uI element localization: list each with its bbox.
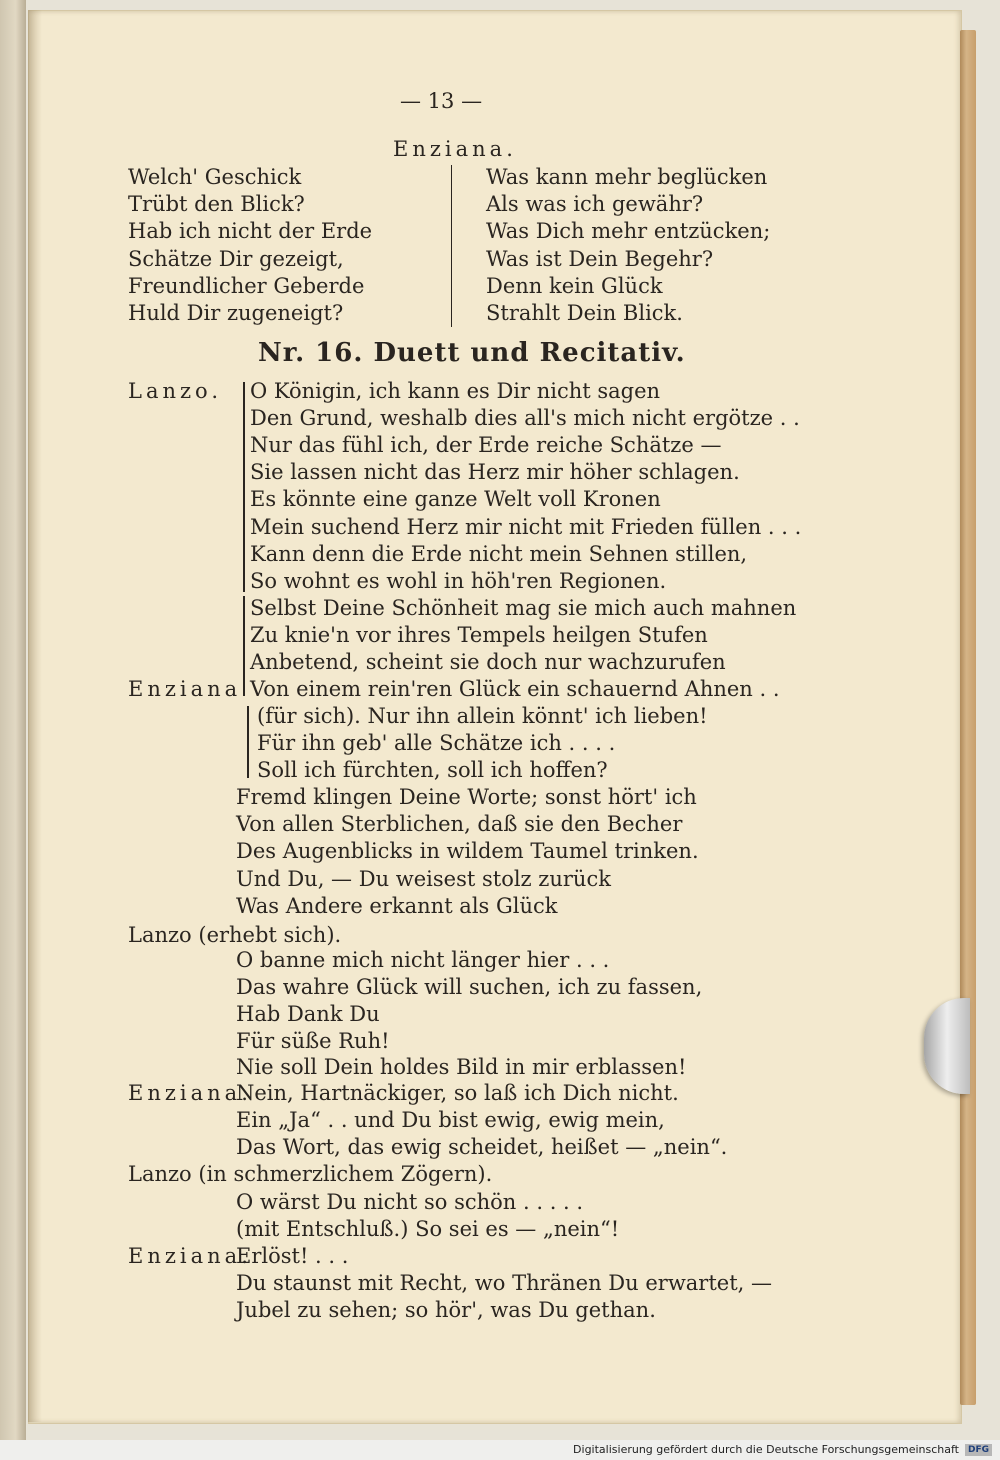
verse-line: Du staunst mit Recht, wo Thränen Du erwartet, — (236, 1271, 773, 1295)
verse-line: Anbetend, scheint sie doch nur wachzurufen (250, 650, 726, 674)
verse-line: Was kann mehr beglücken (486, 165, 768, 189)
verse-line: Von allen Sterblichen, daß sie den Becher (236, 812, 683, 836)
duet-bracket (243, 596, 245, 696)
verse-line: Was Dich mehr entzücken; (486, 219, 771, 243)
verse-line: Hab ich nicht der Erde (128, 219, 373, 243)
speaker-label: Lanzo. (128, 379, 223, 403)
verse-line: Jubel zu sehen; so hör', was Du gethan. (236, 1298, 656, 1322)
speaker-label: Enziana. (393, 137, 517, 161)
verse-line: Mein suchend Herz mir nicht mit Frieden füllen . . . (250, 515, 802, 539)
page-gutter-shadow (28, 10, 42, 1422)
verse-line: Denn kein Glück (486, 274, 663, 298)
speaker-label: Lanzo (erhebt sich). (128, 923, 342, 947)
verse-line: Strahlt Dein Blick. (486, 301, 683, 325)
verse-line: Welch' Geschick (128, 165, 302, 189)
verse-line: Das wahre Glück will suchen, ich zu fassen, (236, 975, 703, 999)
verse-line: Den Grund, weshalb dies all's mich nicht ergötze . . (250, 406, 800, 430)
verse-line: (für sich). Nur ihn allein könnt' ich lieben! (257, 704, 708, 728)
verse-line: Sie lassen nicht das Herz mir höher schlagen. (250, 460, 740, 484)
verse-line: Schätze Dir gezeigt, (128, 247, 344, 271)
duet-bracket (247, 706, 249, 778)
verse-line: Das Wort, das ewig scheidet, heißet — „nein“. (236, 1135, 728, 1159)
verse-line: Und Du, — Du weisest stolz zurück (236, 867, 611, 891)
verse-line: Huld Dir zugeneigt? (128, 301, 344, 325)
verse-line: Ein „Ja“ . . und Du bist ewig, ewig mein, (236, 1108, 665, 1132)
digitization-footer (573, 1442, 992, 1458)
speaker-label: Enziana. (128, 1244, 252, 1268)
verse-line: Fremd klingen Deine Worte; sonst hört' ich (236, 785, 697, 809)
speaker-label: Enziana. (128, 1081, 252, 1105)
column-divider (451, 165, 452, 327)
previous-page-edge (0, 0, 26, 1440)
verse-line: Es könnte eine ganze Welt voll Kronen (250, 487, 661, 511)
verse-line: Nie soll Dein holdes Bild in mir erblassen! (236, 1055, 687, 1079)
verse-line: Von einem rein'ren Glück ein schauernd Ahnen . . (250, 677, 780, 701)
verse-line: Als was ich gewähr? (486, 192, 704, 216)
footer-credit: Digitalisierung gefördert durch die Deutsche Forschungsgemeinschaft (573, 1443, 959, 1456)
verse-line: O Königin, ich kann es Dir nicht sagen (250, 379, 661, 403)
dfg-logo-icon: DFG (965, 1444, 992, 1456)
verse-line: Freundlicher Geberde (128, 274, 365, 298)
verse-line: Was Andere erkannt als Glück (236, 894, 558, 918)
verse-line: O banne mich nicht länger hier . . . (236, 948, 610, 972)
verse-line: Nein, Hartnäckiger, so laß ich Dich nicht. (236, 1081, 679, 1105)
speaker-label: Enziana (128, 677, 242, 701)
verse-line: Selbst Deine Schönheit mag sie mich auch mahnen (250, 596, 797, 620)
verse-line: Zu knie'n vor ihres Tempels heilgen Stufen (250, 623, 708, 647)
duet-bracket (243, 382, 245, 592)
verse-line: Des Augenblicks in wildem Taumel trinken. (236, 839, 699, 863)
verse-line: Trübt den Blick? (128, 192, 305, 216)
verse-line: Für ihn geb' alle Schätze ich . . . . (257, 731, 616, 755)
page-number: — 13 — (400, 89, 483, 113)
verse-line: So wohnt es wohl in höh'ren Regionen. (250, 569, 667, 593)
verse-line: Soll ich fürchten, soll ich hoffen? (257, 758, 608, 782)
verse-line: (mit Entschluß.) So sei es — „nein“! (236, 1217, 620, 1241)
verse-line: Für süße Ruh! (236, 1029, 390, 1053)
verse-line: Kann denn die Erde nicht mein Sehnen stillen, (250, 542, 748, 566)
verse-line: Erlöst! . . . (236, 1244, 349, 1268)
section-heading: Nr. 16. Duett und Recitativ. (258, 338, 686, 368)
verse-line: Nur das fühl ich, der Erde reiche Schätze — (250, 433, 722, 457)
book-edge (960, 30, 976, 1405)
verse-line: Was ist Dein Begehr? (486, 247, 714, 271)
verse-line: O wärst Du nicht so schön . . . . . (236, 1190, 584, 1214)
verse-line: Hab Dank Du (236, 1002, 380, 1026)
speaker-label: Lanzo (in schmerzlichem Zögern). (128, 1162, 493, 1186)
